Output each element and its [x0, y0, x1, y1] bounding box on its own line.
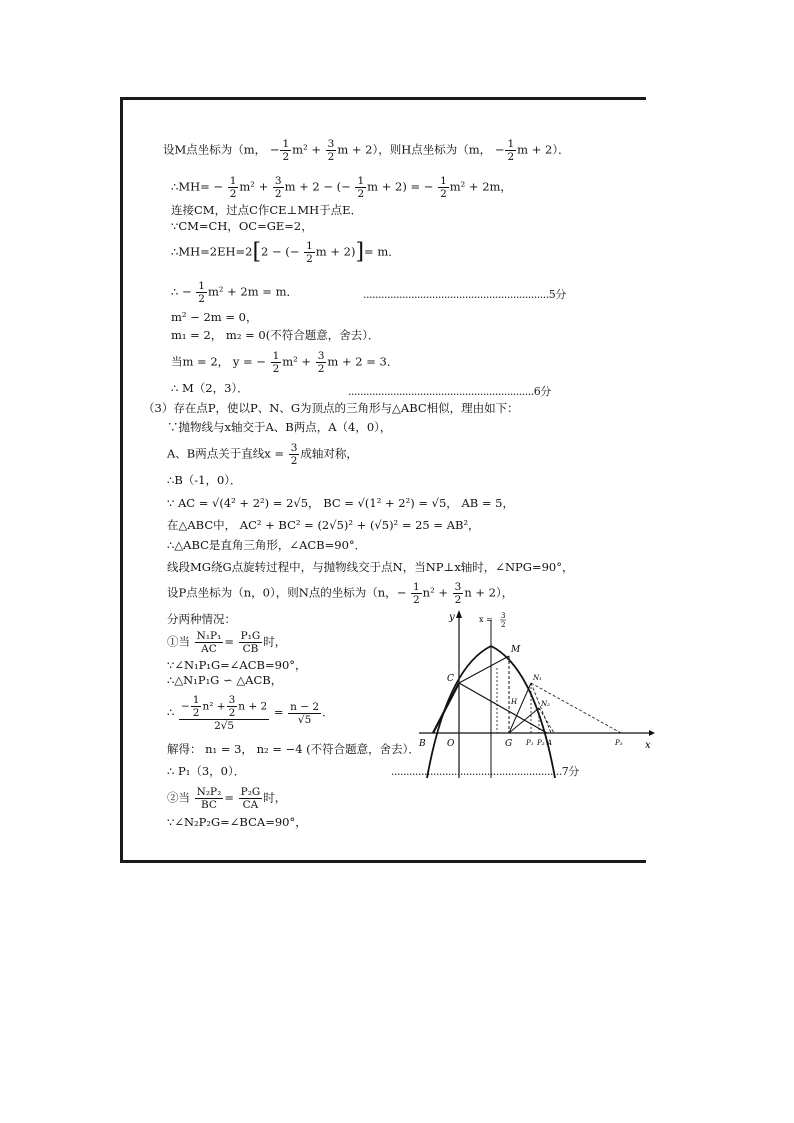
- label-o: O: [447, 739, 455, 749]
- line-b-point: ∴B（-1，0）．: [167, 473, 242, 487]
- label-c: C: [447, 674, 454, 684]
- line-case-2: ②当 $\frac{\text{N₂P₂}}{BC}$ = $\frac{\text{P₂G}}{CA}$ 时，: [167, 786, 287, 811]
- label-n2: N₂: [541, 700, 550, 708]
- answer-sheet: [120, 97, 651, 863]
- fraction: $\frac{3}{2}$: [327, 138, 335, 163]
- label-sym: x =: [479, 615, 493, 624]
- line-part-3: （3）存在点P，使以P、N、G为顶点的三角形与△ABC相似，理由如下：: [143, 401, 519, 415]
- line-rotation: 线段MG绕G点旋转过程中，与抛物线交于点N，当NP⊥x轴时，∠NPG=90°，: [167, 560, 574, 574]
- label-x: x: [645, 740, 651, 751]
- line-p-coordinate: 设P点坐标为（n，0），则N点的坐标为（n，− $\frac{1}{2}$ n² + $\frac{3}{2}$ n + 2），: [167, 581, 514, 606]
- parabola-figure: [409, 608, 659, 783]
- label-n1: N₁: [533, 674, 542, 682]
- label-g: G: [505, 739, 513, 749]
- x-axis-arrow-icon: [649, 730, 655, 736]
- label-p1: P₁: [526, 739, 534, 747]
- line-symmetry: A、B两点关于直线x = $\frac{3}{2}$ 成轴对称，: [167, 442, 358, 467]
- line-two-cases: 分两种情况：: [167, 612, 236, 626]
- fraction: $\frac{1}{2}$: [282, 138, 290, 163]
- line-equation-m: ∴ − $\frac{1}{2}$ m² + 2m = m．: [171, 280, 298, 305]
- label-y: y: [449, 612, 455, 623]
- line-angle-equal-1: ∵∠N₁P₁G=∠ACB=90°，: [167, 658, 307, 672]
- segment-gn2: [509, 708, 539, 733]
- label-m: M: [511, 645, 521, 655]
- line-m-point: ∴ M（2，3）．: [171, 381, 249, 395]
- y-axis-arrow-icon: [456, 610, 462, 618]
- line-m-roots: m₁ = 2， m₂ = 0(不符合题意，舍去）．: [171, 328, 380, 342]
- line-solution: 解得： n₁ = 3， n₂ = −4 (不符合题意，舍去）．: [167, 742, 420, 756]
- line-mh-expression: ∴MH= − $\frac{1}{2}$ m² + $\frac{3}{2}$ m + 2 − (− $\frac{1}{2}$ m + 2) = − $\frac{1}{2}$ m² + 2m，: [171, 175, 512, 200]
- label-b: B: [419, 739, 426, 749]
- line-m-coordinate: 设M点坐标为（m， − $\frac{1}{2}$ m² + $\frac{3}{2}$ m + 2），则H点坐标为（m， − $\frac{1}{2}$ m + 2）．: [163, 138, 570, 163]
- line-y-value: 当m = 2， y = − $\frac{1}{2}$ m² + $\frac{3}{2}$ m + 2 = 3．: [171, 350, 399, 375]
- line-m-squared: m² − 2m = 0，: [171, 310, 258, 324]
- label-a: A: [547, 739, 553, 747]
- score-6: ..............................................................6分: [348, 385, 551, 398]
- text: 设M点坐标为（m，: [163, 142, 267, 157]
- line-ratio-equation: ∴ − $\frac{1}{2}$ n² + $\frac{3}{2}$ n + 2 2√5 = $\frac{n - 2}{√5}$ ．: [167, 694, 334, 732]
- line-parabola-axis: ∵抛物线与x轴交于A、B两点，A（4，0），: [167, 420, 392, 434]
- segment-cm: [459, 656, 509, 683]
- segment-ca: [459, 683, 547, 733]
- segment-gn1: [509, 683, 531, 733]
- line-mh-2eh: ∴MH=2EH=2[2 − (− $\frac{1}{2}$ m + 2)]= m．: [171, 239, 400, 265]
- label-p3: P₃: [615, 739, 623, 747]
- label-h: H: [511, 698, 518, 706]
- line-right-triangle: ∴△ABC是直角三角形，∠ACB=90°．: [167, 538, 367, 552]
- line-pythagoras: 在△ABC中， AC² + BC² = (2√5)² + (√5)² = 25 = AB²，: [167, 518, 480, 532]
- fraction: $\frac{1}{2}$: [507, 138, 515, 163]
- label-p2: P₂: [537, 739, 545, 747]
- line-p1-point: ∴ P₁（3，0）．: [167, 764, 246, 778]
- line-cm-ch: ∵CM=CH，OC=GE=2，: [171, 219, 313, 233]
- label-sym-den: 2: [501, 621, 506, 629]
- segment-bc: [433, 683, 459, 733]
- segment-n1p3: [531, 683, 621, 733]
- line-angle-equal-2: ∵∠N₂P₂G=∠BCA=90°，: [167, 815, 307, 829]
- label-sym-num: 3: [501, 612, 506, 620]
- score-7: .........................................................7分: [391, 765, 579, 778]
- score-5: ..............................................................5分: [363, 288, 566, 301]
- line-connect-cm: 连接CM，过点C作CE⊥MH于点E．: [171, 203, 363, 217]
- line-case-1: ①当 $\frac{\text{N₁P₁}}{AC}$ = $\frac{\text{P₁G}}{CB}$ 时，: [167, 630, 287, 655]
- line-similar-1: ∴△N₁P₁G ∽ △ACB，: [167, 673, 283, 687]
- line-side-lengths: ∵ AC = √(4² + 2²) = 2√5， BC = √(1² + 2²) = √5， AB = 5，: [167, 496, 514, 510]
